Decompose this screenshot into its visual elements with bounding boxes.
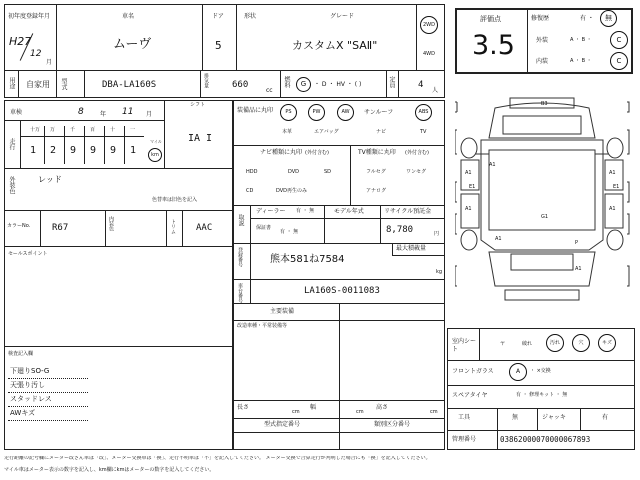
tools-value: 無 bbox=[512, 414, 519, 421]
first-reg-month: 12 bbox=[30, 49, 42, 59]
repair-selected-text: 無 bbox=[605, 14, 612, 22]
equip-item-2: エアバッグ bbox=[314, 129, 339, 135]
chassis-label: 車台番号 bbox=[237, 283, 243, 303]
type-label: 型式 bbox=[60, 78, 67, 90]
tv-label: TV種類に丸印 bbox=[358, 149, 396, 156]
digit-header-line bbox=[20, 136, 144, 137]
fuel-options: ・ D ・ HV ・ ( ) bbox=[314, 81, 362, 88]
left-bracket-4 bbox=[455, 214, 457, 234]
mileage-digit: 1 bbox=[130, 145, 137, 156]
right-bracket-5 bbox=[627, 266, 629, 286]
damage-code-label: E1 bbox=[469, 184, 476, 190]
manual-label: 取説 bbox=[237, 214, 244, 226]
inspector-note: 下廻りSO-G bbox=[10, 367, 50, 375]
nav-item: DVD bbox=[288, 169, 300, 175]
digit-divider bbox=[84, 126, 85, 164]
nav-item: DVD再生のみ bbox=[276, 188, 308, 194]
color-no-value: R67 bbox=[52, 223, 69, 233]
left-rear-wheel bbox=[461, 138, 477, 158]
shaken-label: 車検 bbox=[10, 109, 23, 116]
score-label: 評価点 bbox=[480, 15, 501, 23]
recycle-value: 8,780 bbox=[386, 225, 414, 235]
plate-label: 登録番号 bbox=[237, 247, 243, 267]
km-text: km bbox=[151, 151, 159, 158]
glass-selected-text: A bbox=[515, 368, 521, 375]
length-label: 長さ bbox=[237, 404, 250, 411]
car-damage-diagram bbox=[455, 90, 635, 320]
grade-value: カスタムX "SAⅡ" bbox=[292, 39, 378, 52]
mileage-digit: 1 bbox=[30, 145, 37, 156]
cc-unit: cc bbox=[266, 87, 273, 94]
equip-circle: PW bbox=[308, 104, 325, 121]
chassis-value: LA160S-0011083 bbox=[304, 286, 380, 296]
damage-code-label: A1 bbox=[465, 170, 472, 176]
nav-item: HDD bbox=[246, 169, 258, 175]
repair-selected bbox=[600, 10, 617, 27]
plate-value: 熊本581ね7584 bbox=[270, 254, 345, 265]
left-door-bracket bbox=[455, 102, 457, 112]
nav-item: SD bbox=[324, 169, 332, 175]
footnote: 走行距離の記号欄にメーター改ざん車は「改」、メーター交換車は「換」、走行不明車は「不」を記入してください。 メーター交換で合算走行が判明した場合にも「換」を記入してください。 bbox=[4, 456, 431, 461]
jack-label: ジャッキ bbox=[542, 414, 566, 421]
right-bracket-3 bbox=[627, 182, 629, 202]
width-label: 幅 bbox=[310, 404, 317, 411]
right-rear-wheel bbox=[607, 138, 623, 158]
digit-divider bbox=[64, 126, 65, 164]
miles-label: マイル bbox=[150, 139, 162, 144]
digit-header: 一 bbox=[130, 127, 136, 133]
mileage-digit: 9 bbox=[90, 145, 97, 156]
exterior-options: A ・ B ・ bbox=[570, 37, 592, 43]
repair-label: 修復歴 bbox=[531, 15, 550, 22]
inspector-note: スタッドレス bbox=[10, 395, 52, 403]
spare-options: 有 ・ 修理キット ・ 無 bbox=[516, 392, 568, 398]
seat-label: 室内シート bbox=[452, 338, 477, 353]
inspector-note: AWキズ bbox=[10, 409, 36, 417]
trim-label: トリム bbox=[170, 219, 176, 234]
type-value: DBA-LA160S bbox=[102, 80, 157, 90]
km-circle bbox=[148, 148, 162, 162]
sales-points-label: セールスポイント bbox=[8, 251, 48, 257]
nav-label: ナビ種類に丸印 bbox=[260, 149, 303, 156]
warranty-label: 保証書 bbox=[256, 225, 272, 231]
jack-value: 有 bbox=[602, 414, 609, 421]
digit-header: 千 bbox=[70, 127, 76, 133]
first-reg-label: 初年度登録年月 bbox=[8, 13, 51, 20]
4wd-text: 4WD bbox=[423, 51, 435, 57]
usage-label: 用途 bbox=[8, 77, 15, 89]
nav-item: CD bbox=[246, 188, 254, 194]
fuel-label: 燃料 bbox=[283, 76, 290, 88]
shaken-year-unit: 年 bbox=[100, 111, 107, 118]
mileage-digit: 2 bbox=[50, 145, 57, 156]
right-bracket-1 bbox=[627, 102, 629, 112]
capacity-label: 定員 bbox=[388, 76, 395, 88]
tools-label: 工具 bbox=[458, 414, 471, 421]
glass-options: ・ ×交換 bbox=[530, 368, 551, 374]
damage-code-label: A1 bbox=[489, 162, 496, 168]
digit-divider bbox=[124, 126, 125, 164]
equipment-label: 装備品に丸印 bbox=[237, 107, 274, 114]
cm-unit-1: cm bbox=[292, 409, 300, 415]
warranty-options: 有 ・ 無 bbox=[280, 229, 299, 235]
left-bracket-5 bbox=[455, 266, 457, 286]
shaken-month-unit: 月 bbox=[146, 111, 153, 118]
displacement-label: 排気量 bbox=[203, 73, 209, 88]
doors-label: ドア bbox=[212, 13, 224, 20]
left-front-wheel bbox=[461, 230, 477, 250]
tv-item: アナログ bbox=[366, 188, 387, 194]
glass-label: フロントガラス bbox=[452, 368, 494, 375]
fuel-g-circle bbox=[296, 77, 311, 92]
left-bracket-2 bbox=[455, 130, 457, 154]
tv-note: (外付含む) bbox=[405, 150, 429, 156]
damage-code-label: B3 bbox=[541, 101, 548, 107]
exterior-selected-text: C bbox=[616, 35, 622, 44]
model-label: 車名 bbox=[122, 13, 135, 20]
color-change-note: 色替車は旧色を記入 bbox=[152, 197, 198, 203]
seat-option-circle: キズ bbox=[598, 334, 616, 352]
right-bracket-2 bbox=[627, 130, 629, 154]
seat-option-circle: 汚れ bbox=[546, 334, 564, 352]
vehicle-header-box bbox=[4, 4, 445, 98]
car-body bbox=[481, 140, 603, 250]
recycle-label: リサイクル預託金 bbox=[384, 208, 432, 215]
mgmt-value: 03862000070000067893 bbox=[500, 435, 591, 444]
exterior-selected bbox=[610, 31, 628, 49]
interior-label: 内装 bbox=[536, 58, 549, 65]
note-underline bbox=[8, 420, 88, 421]
damage-labels bbox=[465, 101, 619, 272]
equip-item-2: TV bbox=[420, 129, 427, 135]
right-front-wheel bbox=[607, 230, 623, 250]
first-reg-year: H27 bbox=[9, 35, 32, 48]
int-color-label: 内装色 bbox=[108, 216, 114, 231]
tv-item: フルセグ bbox=[366, 169, 386, 175]
front-bumper bbox=[505, 290, 579, 300]
height-label: 高さ bbox=[376, 404, 389, 411]
right-bracket-4 bbox=[627, 214, 629, 234]
trim-value: AAC bbox=[196, 223, 213, 233]
equip-circle: ABS bbox=[415, 104, 432, 121]
displacement-value: 660 bbox=[232, 80, 249, 90]
dealer-label: ディーラー bbox=[256, 208, 286, 215]
shift-label: シフト bbox=[190, 102, 206, 108]
improve-label: 改造車種・平常装備等 bbox=[237, 323, 288, 329]
month-unit: 月 bbox=[46, 59, 53, 66]
color-no-label: カラーNo. bbox=[7, 223, 31, 229]
digit-header: 十万 bbox=[30, 127, 41, 133]
exterior-label: 外装 bbox=[536, 37, 549, 44]
damage-code-label: A1 bbox=[495, 236, 502, 242]
capacity-value: 4 bbox=[418, 80, 424, 90]
mgmt-label: 管理番号 bbox=[452, 436, 477, 443]
digit-header: 十 bbox=[110, 127, 116, 133]
equip-item-2: 本革 bbox=[282, 129, 293, 135]
shift-value: IA I bbox=[188, 133, 213, 144]
windshield bbox=[511, 254, 573, 270]
cm-unit-2: cm bbox=[356, 409, 364, 415]
tv-item: ワンセグ bbox=[406, 169, 427, 175]
mileage-digit: 9 bbox=[110, 145, 117, 156]
note-underline bbox=[8, 392, 88, 393]
yen-unit: 円 bbox=[434, 231, 440, 237]
left-bracket-3 bbox=[455, 182, 457, 202]
subject-label: 主要装備 bbox=[270, 308, 295, 315]
glass-selected bbox=[509, 363, 527, 381]
equip-circle: AW bbox=[337, 104, 354, 121]
equip-item-sunroof: サンルーフ bbox=[364, 109, 394, 116]
repair-options: 有 ・ bbox=[580, 15, 594, 22]
interior-options: A ・ B ・ bbox=[570, 58, 592, 64]
mileage-label: 走行 bbox=[8, 138, 15, 150]
note-underline bbox=[8, 406, 88, 407]
spare-label: スペアタイヤ bbox=[452, 392, 488, 399]
class-label: 類別区分番号 bbox=[374, 421, 411, 428]
digit-divider bbox=[44, 126, 45, 164]
ext-color-value: レッド bbox=[38, 175, 62, 184]
digit-divider bbox=[104, 126, 105, 164]
rear-window bbox=[503, 116, 581, 134]
model-year-label: モデル年式 bbox=[334, 208, 364, 215]
damage-code-label: G1 bbox=[541, 214, 549, 220]
digit-header: 百 bbox=[90, 127, 96, 133]
damage-code-label: A1 bbox=[575, 266, 582, 272]
fuel-g-text: G bbox=[300, 80, 307, 88]
mileage-digit: 9 bbox=[70, 145, 77, 156]
inspector-note: 天張り汚し bbox=[10, 381, 45, 389]
seat-option: ヤ bbox=[500, 341, 506, 347]
2wd-text: 2WD bbox=[423, 21, 435, 28]
2wd-circle bbox=[420, 16, 438, 34]
damage-code-label: A1 bbox=[609, 206, 616, 212]
note-underline bbox=[8, 378, 88, 379]
damage-code-label: A1 bbox=[609, 170, 616, 176]
interior-selected-text: C bbox=[616, 56, 622, 65]
equip-item-2: ナビ bbox=[376, 129, 387, 135]
inspector-label: 検査記入欄 bbox=[8, 351, 34, 357]
dealer-options: 有 ・ 無 bbox=[296, 208, 315, 214]
type-cert-label: 型式指定番号 bbox=[264, 421, 301, 428]
footnote-2: マイル車はメーター表示の数字を記入し、km欄にkmはメーターの数字を記入してください。 bbox=[4, 467, 215, 473]
cm-unit-3: cm bbox=[430, 409, 438, 415]
usage-value: 自家用 bbox=[26, 80, 50, 89]
ext-color-label: 外装色 bbox=[8, 176, 15, 194]
digit-header: 万 bbox=[50, 127, 56, 133]
equip-circle: PS bbox=[280, 104, 297, 121]
damage-code-label: E1 bbox=[613, 184, 620, 190]
seat-option: 破れ bbox=[522, 341, 533, 347]
nav-note: (外付含む) bbox=[305, 150, 329, 156]
interior-selected bbox=[610, 52, 628, 70]
model-value: ムーヴ bbox=[113, 37, 152, 52]
capacity-unit: 人 bbox=[432, 87, 439, 94]
shape-label: 形状 bbox=[244, 13, 257, 20]
damage-code-label: A1 bbox=[465, 206, 472, 212]
damage-code-label: P bbox=[575, 240, 579, 246]
kg-unit: kg bbox=[436, 269, 443, 275]
shaken-month: 11 bbox=[122, 107, 134, 117]
seat-option-circle: 穴 bbox=[572, 334, 590, 352]
score-value: 3.5 bbox=[472, 30, 515, 61]
grade-label: グレード bbox=[330, 13, 355, 20]
doors-value: 5 bbox=[215, 39, 222, 52]
max-load-label: 最大積載量 bbox=[396, 245, 427, 252]
shaken-value: 8 bbox=[78, 107, 84, 117]
